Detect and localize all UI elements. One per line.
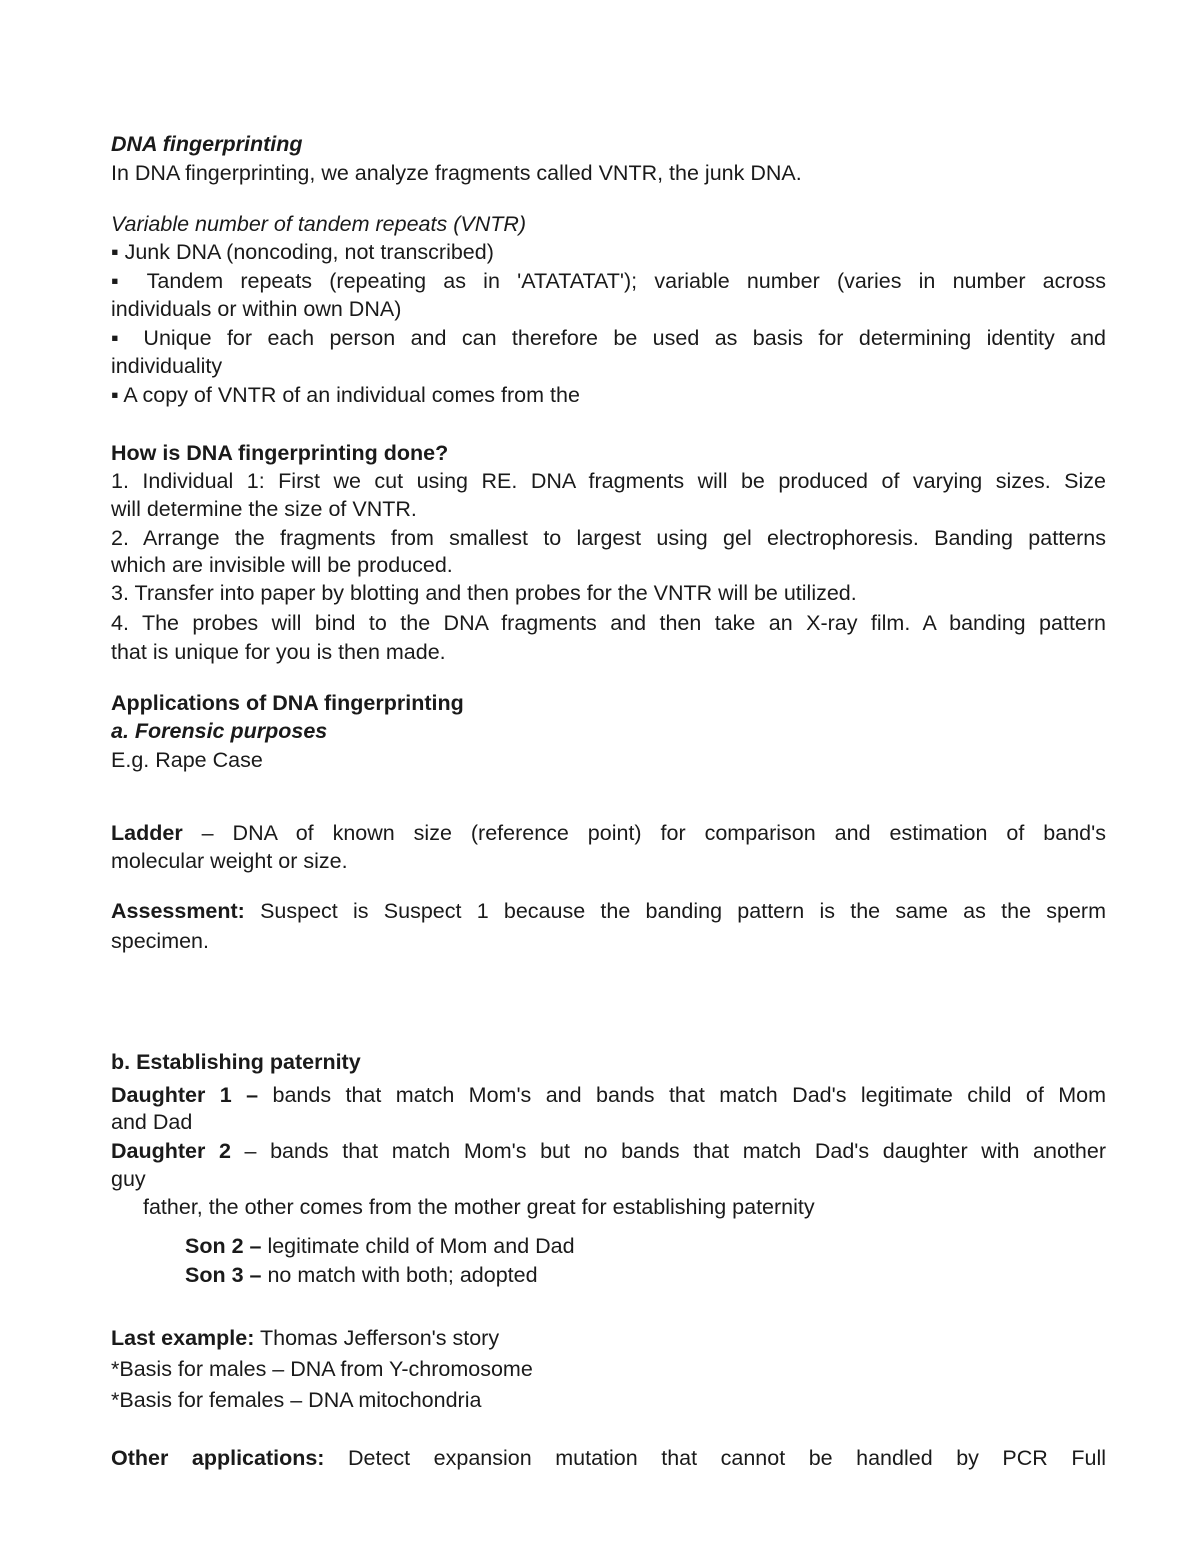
applications-heading: Applications of DNA fingerprinting — [111, 691, 464, 715]
bullet-tandem-repeats: ▪ Tandem repeats (repeating as in 'ATATATAT'); variable number (varies in number across — [111, 269, 1106, 293]
forensic-heading: a. Forensic purposes — [111, 719, 328, 743]
ladder-line-cont: molecular weight or size. — [111, 849, 348, 873]
how-heading: How is DNA fingerprinting done? — [111, 441, 449, 465]
daughter-2-cont: guy — [111, 1167, 146, 1191]
step-1: 1. Individual 1: First we cut using RE. DNA fragments will be produced of varying sizes. Size — [111, 469, 1106, 493]
basis-males: *Basis for males – DNA from Y-chromosome — [111, 1357, 533, 1381]
step-1-cont: will determine the size of VNTR. — [111, 497, 417, 521]
son-3-line — [185, 1262, 1085, 1288]
forensic-example: E.g. Rape Case — [111, 748, 263, 772]
daughter-2-text: – bands that match Mom's but no bands that match Dad's daughter with another — [230, 1139, 1106, 1163]
assessment-line — [111, 898, 1106, 924]
son-3-text: no match with both; adopted — [261, 1263, 538, 1287]
assessment-label: Assessment: — [111, 899, 245, 923]
ladder-label: Ladder — [111, 821, 183, 845]
daughter-1-label: Daughter 1 – — [111, 1083, 259, 1107]
other-applications-line — [111, 1445, 1106, 1471]
assessment-line-cont: specimen. — [111, 929, 209, 953]
step-4-cont: that is unique for you is then made. — [111, 640, 446, 664]
ladder-line — [111, 820, 1106, 846]
step-4: 4. The probes will bind to the DNA fragments and then take an X-ray film. A banding pattern — [111, 611, 1106, 635]
last-example-line — [111, 1325, 1106, 1351]
step-2-cont: which are invisible will be produced. — [111, 553, 453, 577]
bullet-unique: ▪ Unique for each person and can therefore be used as basis for determining identity and — [111, 326, 1106, 350]
other-applications-text: Detect expansion mutation that cannot be handled by PCR Full — [324, 1446, 1106, 1470]
daughter-1-text: bands that match Mom's and bands that match Dad's legitimate child of Mom — [258, 1083, 1107, 1107]
basis-females: *Basis for females – DNA mitochondria — [111, 1388, 482, 1412]
doc-title: DNA fingerprinting — [111, 132, 303, 156]
son-3-label: Son 3 – — [185, 1263, 262, 1287]
last-example-text: Thomas Jefferson's story — [254, 1326, 500, 1350]
son-2-label: Son 2 – — [185, 1234, 262, 1258]
last-example-label: Last example: — [111, 1326, 255, 1350]
son-2-line — [185, 1233, 1085, 1259]
paternity-heading: b. Establishing paternity — [111, 1050, 361, 1074]
vntr-heading: Variable number of tandem repeats (VNTR) — [111, 212, 527, 236]
father-line: father, the other comes from the mother great for establishing paternity — [143, 1195, 815, 1219]
step-3: 3. Transfer into paper by blotting and then probes for the VNTR will be utilized. — [111, 581, 857, 605]
daughter-2-line — [111, 1138, 1106, 1164]
daughter-1-cont: and Dad — [111, 1110, 193, 1134]
step-2: 2. Arrange the fragments from smallest to largest using gel electrophoresis. Banding patterns — [111, 526, 1106, 550]
ladder-text: – DNA of known size (reference point) for comparison and estimation of band's — [182, 821, 1106, 845]
assessment-text: Suspect is Suspect 1 because the banding pattern is the same as the sperm — [244, 899, 1106, 923]
intro-text: In DNA fingerprinting, we analyze fragments called VNTR, the junk DNA. — [111, 161, 802, 185]
daughter-1-line — [111, 1082, 1106, 1108]
bullet-tandem-repeats-cont: individuals or within own DNA) — [111, 297, 402, 321]
daughter-2-label: Daughter 2 — [111, 1139, 231, 1163]
bullet-copy-vntr: ▪ A copy of VNTR of an individual comes from the — [111, 383, 580, 407]
bullet-junk-dna: ▪ Junk DNA (noncoding, not transcribed) — [111, 240, 494, 264]
son-2-text: legitimate child of Mom and Dad — [261, 1234, 575, 1258]
other-applications-label: Other applications: — [111, 1446, 325, 1470]
bullet-unique-cont: individuality — [111, 354, 223, 378]
